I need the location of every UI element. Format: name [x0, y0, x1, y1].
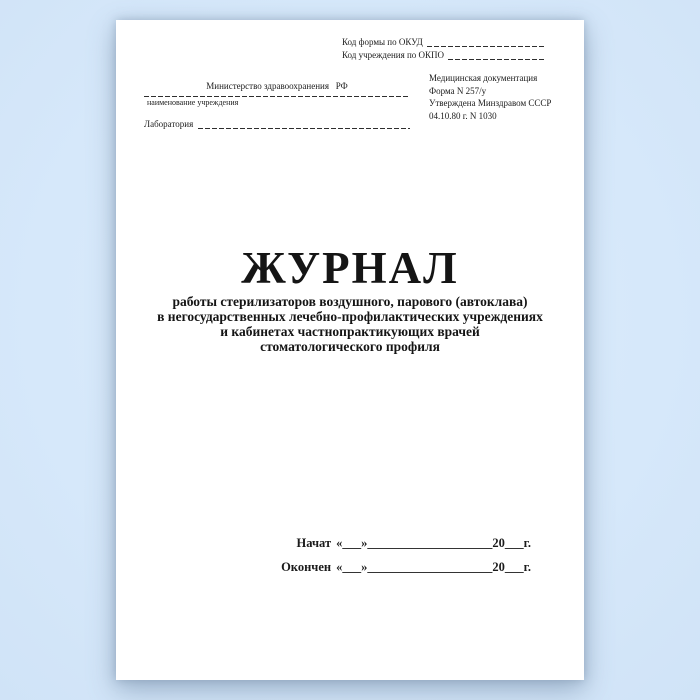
page-subtitle: [116, 294, 584, 354]
footer-block: [281, 536, 531, 584]
started-label: Начат: [296, 536, 332, 550]
institution-caption: наименование учреждения: [147, 98, 239, 107]
doc-info-line: Форма N 257/у: [429, 85, 487, 96]
subtitle-line: стоматологического профиля: [260, 339, 440, 354]
document-page: [116, 20, 584, 680]
subtitle-line: в негосударственных лечебно-профилактических учреждениях: [157, 309, 543, 324]
doc-info-line: Медицинская документация: [429, 73, 538, 83]
finished-label: Окончен: [281, 560, 332, 574]
started-blank-section: «___»____________________20___г.: [336, 536, 531, 550]
okud-label: Код формы по ОКУД: [342, 37, 423, 47]
laboratory-blank-line: [198, 120, 410, 129]
institution-blank-line: [144, 96, 410, 97]
ministry-block: [144, 80, 410, 108]
subtitle-line: работы стерилизаторов воздушного, парового (автоклава): [172, 294, 528, 309]
laboratory-label: Лаборатория: [144, 119, 194, 129]
code-block: [342, 36, 546, 62]
okud-row: [342, 36, 546, 48]
doc-info-block: [429, 72, 579, 122]
started-row: [281, 536, 531, 551]
finished-row: [281, 560, 531, 575]
doc-info-line: 04.10.80 г. N 1030: [429, 110, 497, 121]
okpo-row: [342, 49, 546, 61]
subtitle-line: и кабинетах частнопрактикующих врачей: [220, 324, 480, 339]
okpo-blank-line: [448, 51, 546, 60]
okpo-label: Код учреждения по ОКПО: [342, 50, 445, 60]
laboratory-row: [144, 118, 410, 130]
doc-info-line: Утверждена Минздравом СССР: [429, 98, 552, 108]
title-block: [116, 245, 584, 354]
page-title: ЖУРНАЛ: [241, 243, 459, 293]
ministry-title: Министерство здравоохранения РФ: [206, 81, 348, 91]
okud-blank-line: [427, 38, 546, 47]
finished-blank-section: «___»____________________20___г.: [336, 560, 531, 574]
